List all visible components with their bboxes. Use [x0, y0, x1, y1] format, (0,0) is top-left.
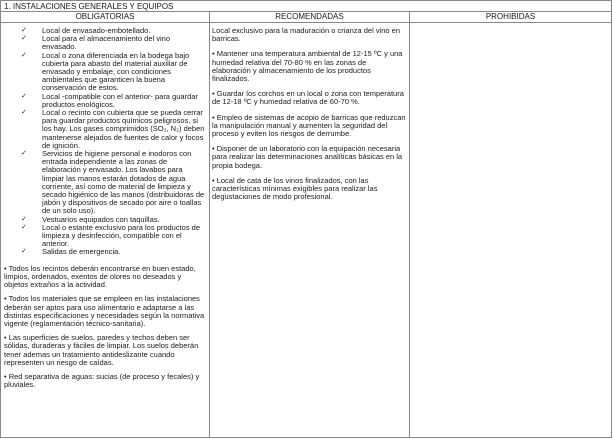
recommendation-item: • Mantener una temperatura ambiental de 12-15 ºC y una humedad relativa del 70-80 % en las zonas de elaboración y almacenamiento de los productos finalizados. — [212, 49, 403, 84]
header-recomendadas: RECOMENDADAS — [210, 12, 410, 22]
header-prohibidas: PROHIBIDAS — [485, 12, 536, 21]
section-title: 1. INSTALACIONES GENERALES Y EQUIPOS — [1, 1, 611, 12]
check-icon: ✓ — [21, 109, 27, 117]
header-obligatorias: OBLIGATORIAS — [1, 12, 210, 22]
list-item-text: Local o recinto con cubierta que se pueda cerrar para guardar productos químicos peligrosos, si los hay. Los gases comprimidos (SO₂, N₂) deben mantenerse alejados de fuentes de calor y focos de ignición. — [42, 108, 205, 150]
recommendation-item: • Guardar los corchos en un local o zona con temperatura de 12-18 ºC y humedad relativa de 60-70 %. — [212, 89, 404, 107]
recommendation-item: • Disponer de un laboratorio con la equipación necesaria para realizar las determinaciones analíticas básicas en la propia bodega. — [212, 144, 403, 170]
list-item — [4, 150, 206, 216]
check-icon: ✓ — [21, 223, 27, 231]
check-icon: ✓ — [21, 248, 27, 256]
recommendation-item: • Empleo de sistemas de acopio de barricas que reduzcan la manipulación manual y aumenten la seguridad del proceso y eviten los riesgos de derrumbe. — [212, 112, 406, 139]
check-icon: ✓ — [21, 35, 27, 43]
bullet-paragraph: • Todos los materiales que se empleen en las instalaciones deberán ser aptos para uso alimentario e adaptarse a las distintas especificaciones y necesidades según la normativa vigente (reglamentación técnico-sanitaria). — [4, 294, 205, 328]
list-item-text: Local o estante exclusivo para los productos de limpieza y desinfección, compatible con el anterior. — [42, 222, 201, 249]
list-item — [4, 248, 206, 256]
list-item-text: Vestuarios equipados con taquillas. — [42, 214, 160, 224]
prohibidas-column — [410, 23, 611, 437]
list-item — [4, 93, 206, 109]
obligatorias-check-list — [4, 27, 206, 257]
bullet-paragraph: • Las superficies de suelos, paredes y techos deben ser sólidas, duraderas y fáciles de limpiar. Los suelos deberán tener ademas un tratamiento antideslizante cuando representen un riesgo de caídas. — [4, 333, 199, 367]
list-item — [4, 35, 206, 51]
list-item-text: Local o zona diferenciada en la bodega bajo cubierta para abasto del material auxiliar de envasado y embalaje, con condiciones ambientales que garanticen la buena conservación de estos. — [42, 50, 190, 93]
obligatorias-bullets — [4, 265, 206, 390]
recommendation-item: • Local de cata de los vinos finalizados, con las características mínimas exigibles para realizar las degustaciones de modo profesional. — [212, 175, 378, 202]
bullet-paragraph: • Red separativa de aguas: sucias (de proceso y fecales) y pluviales. — [4, 371, 200, 390]
check-icon: ✓ — [21, 27, 27, 34]
recomendadas-column — [210, 23, 410, 437]
recommendation-item: Local exclusivo para la maduración o crianza del vino en barricas. — [212, 26, 401, 44]
check-icon: ✓ — [21, 51, 27, 59]
list-item-text: Local -compatible con el anterior- para guardar productos enológicos. — [42, 91, 198, 109]
list-item-text: Local de envasado-embotellado. — [42, 26, 151, 35]
list-item-text: Salidas de emergencia. — [42, 247, 121, 257]
list-item — [4, 52, 206, 93]
table-body — [1, 23, 611, 437]
check-icon: ✓ — [21, 215, 27, 223]
list-item-text: Local para el almacenamiento del vino envasado. — [42, 34, 170, 52]
bullet-paragraph: • Todos los recintos deberán encontrarse en buen estado, limpios, ordenados, exentos de olores no deseados y objetos extraños a la actividad. — [4, 263, 196, 290]
list-item — [4, 109, 206, 150]
check-icon: ✓ — [21, 150, 27, 158]
list-item — [4, 224, 206, 249]
list-item-text: Servicios de higiene personal e inodoros con entrada independiente a las zonas de elaboración y envasado. Los lavabos para limpiar las manos estarán dotados de agua corriente, así como de material de limpieza y secado higiénico de las manos (distribuidoras de jabón y dispositivos de secado por aire o toallas de un solo uso). — [42, 149, 205, 216]
obligatorias-column — [1, 23, 210, 437]
check-icon: ✓ — [21, 92, 27, 100]
column-headers — [1, 12, 611, 23]
